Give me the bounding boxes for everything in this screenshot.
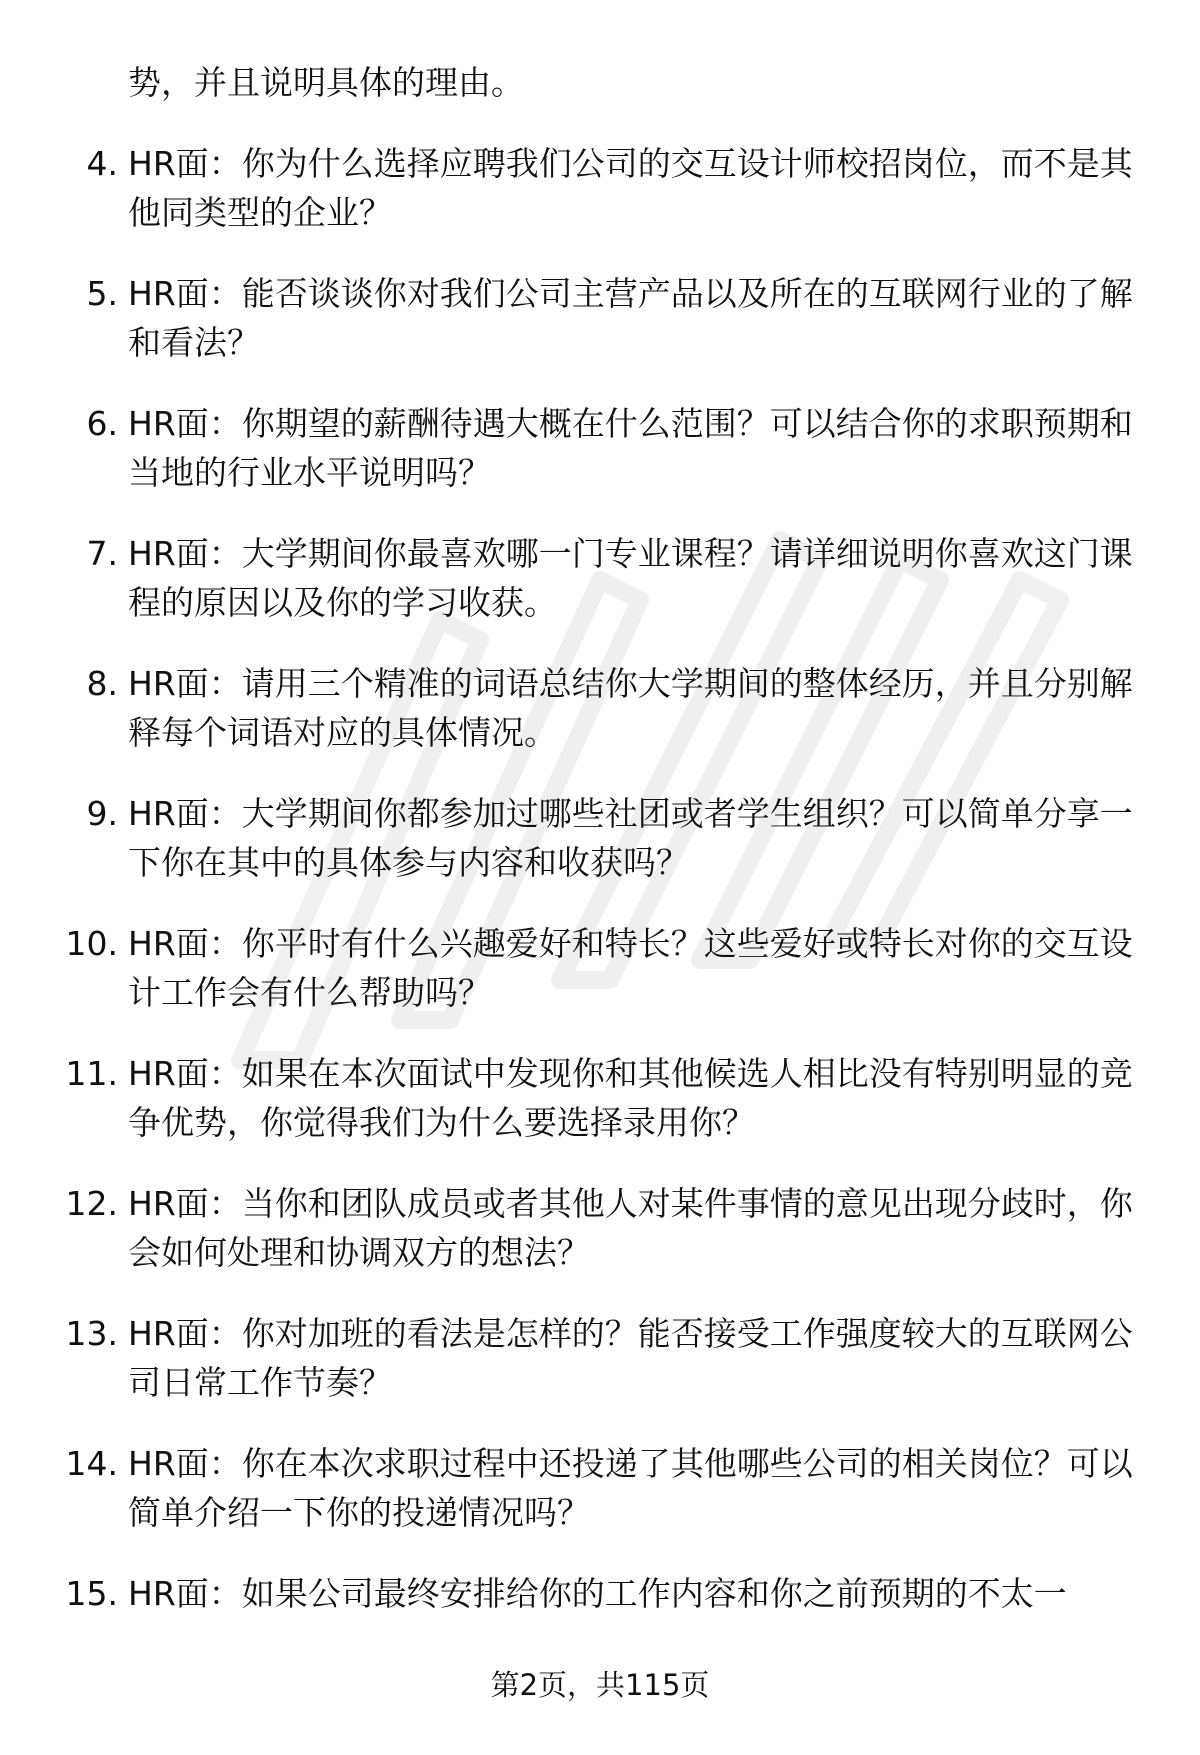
continued-text: 势，并且说明具体的理由。 <box>128 63 524 102</box>
item-text: HR面：大学期间你都参加过哪些社团或者学生组织？可以简单分享一下你在其中的具体参与内容和收获吗？ <box>128 794 1133 882</box>
list-item <box>86 529 1148 627</box>
item-text: HR面：你平时有什么兴趣爱好和特长？这些爱好或特长对你的交互设计工作会有什么帮助吗？ <box>128 924 1133 1012</box>
item-number: 15. <box>65 1574 118 1613</box>
item-number: 10. <box>65 924 118 963</box>
list-item <box>65 1309 1148 1407</box>
list-item <box>86 659 1148 757</box>
item-text: HR面：如果在本次面试中发现你和其他候选人相比没有特别明显的竞争优势，你觉得我们为什么要选择录用你？ <box>128 1054 1133 1142</box>
item-text: HR面：你为什么选择应聘我们公司的交互设计师校招岗位，而不是其他同类型的企业？ <box>128 144 1133 232</box>
item-text: HR面：大学期间你最喜欢哪一门专业课程？请详细说明你喜欢这门课程的原因以及你的学习收获。 <box>128 534 1133 622</box>
item-number: 11. <box>65 1054 118 1093</box>
list-item <box>65 1439 1148 1537</box>
item-text: HR面：能否谈谈你对我们公司主营产品以及所在的互联网行业的了解和看法？ <box>128 274 1133 362</box>
item-text: HR面：当你和团队成员或者其他人对某件事情的意见出现分歧时，你会如何处理和协调双方的想法？ <box>128 1184 1133 1272</box>
item-text: HR面：你在本次求职过程中还投递了其他哪些公司的相关岗位？可以简单介绍一下你的投递情况吗？ <box>128 1444 1133 1532</box>
item-number: 8. <box>86 664 118 703</box>
item-number: 4. <box>86 144 118 183</box>
item-number: 9. <box>86 794 118 833</box>
item-number: 5. <box>86 274 118 313</box>
list-item <box>86 399 1148 497</box>
page-number-footer: 第2页，共115页 <box>490 1668 710 1702</box>
item-text: HR面：如果公司最终安排给你的工作内容和你之前预期的不太一 <box>128 1574 1067 1613</box>
item-number: 14. <box>65 1444 118 1483</box>
item-number: 13. <box>65 1314 118 1353</box>
list-item <box>65 1049 1148 1147</box>
item-number: 12. <box>65 1184 118 1223</box>
list-item <box>65 919 1148 1017</box>
list-item <box>65 1569 1148 1618</box>
item-text: HR面：你期望的薪酬待遇大概在什么范围？可以结合你的求职预期和当地的行业水平说明吗？ <box>128 404 1133 492</box>
item-text: HR面：你对加班的看法是怎样的？能否接受工作强度较大的互联网公司日常工作节奏？ <box>128 1314 1133 1402</box>
item-number: 6. <box>86 404 118 443</box>
list-item <box>86 269 1148 367</box>
list-item <box>86 789 1148 887</box>
item-text: HR面：请用三个精准的词语总结你大学期间的整体经历，并且分别解释每个词语对应的具体情况。 <box>128 664 1133 752</box>
question-list <box>0 58 1200 1650</box>
list-item <box>86 139 1148 237</box>
list-item <box>65 1179 1148 1277</box>
item-number: 7. <box>86 534 118 573</box>
